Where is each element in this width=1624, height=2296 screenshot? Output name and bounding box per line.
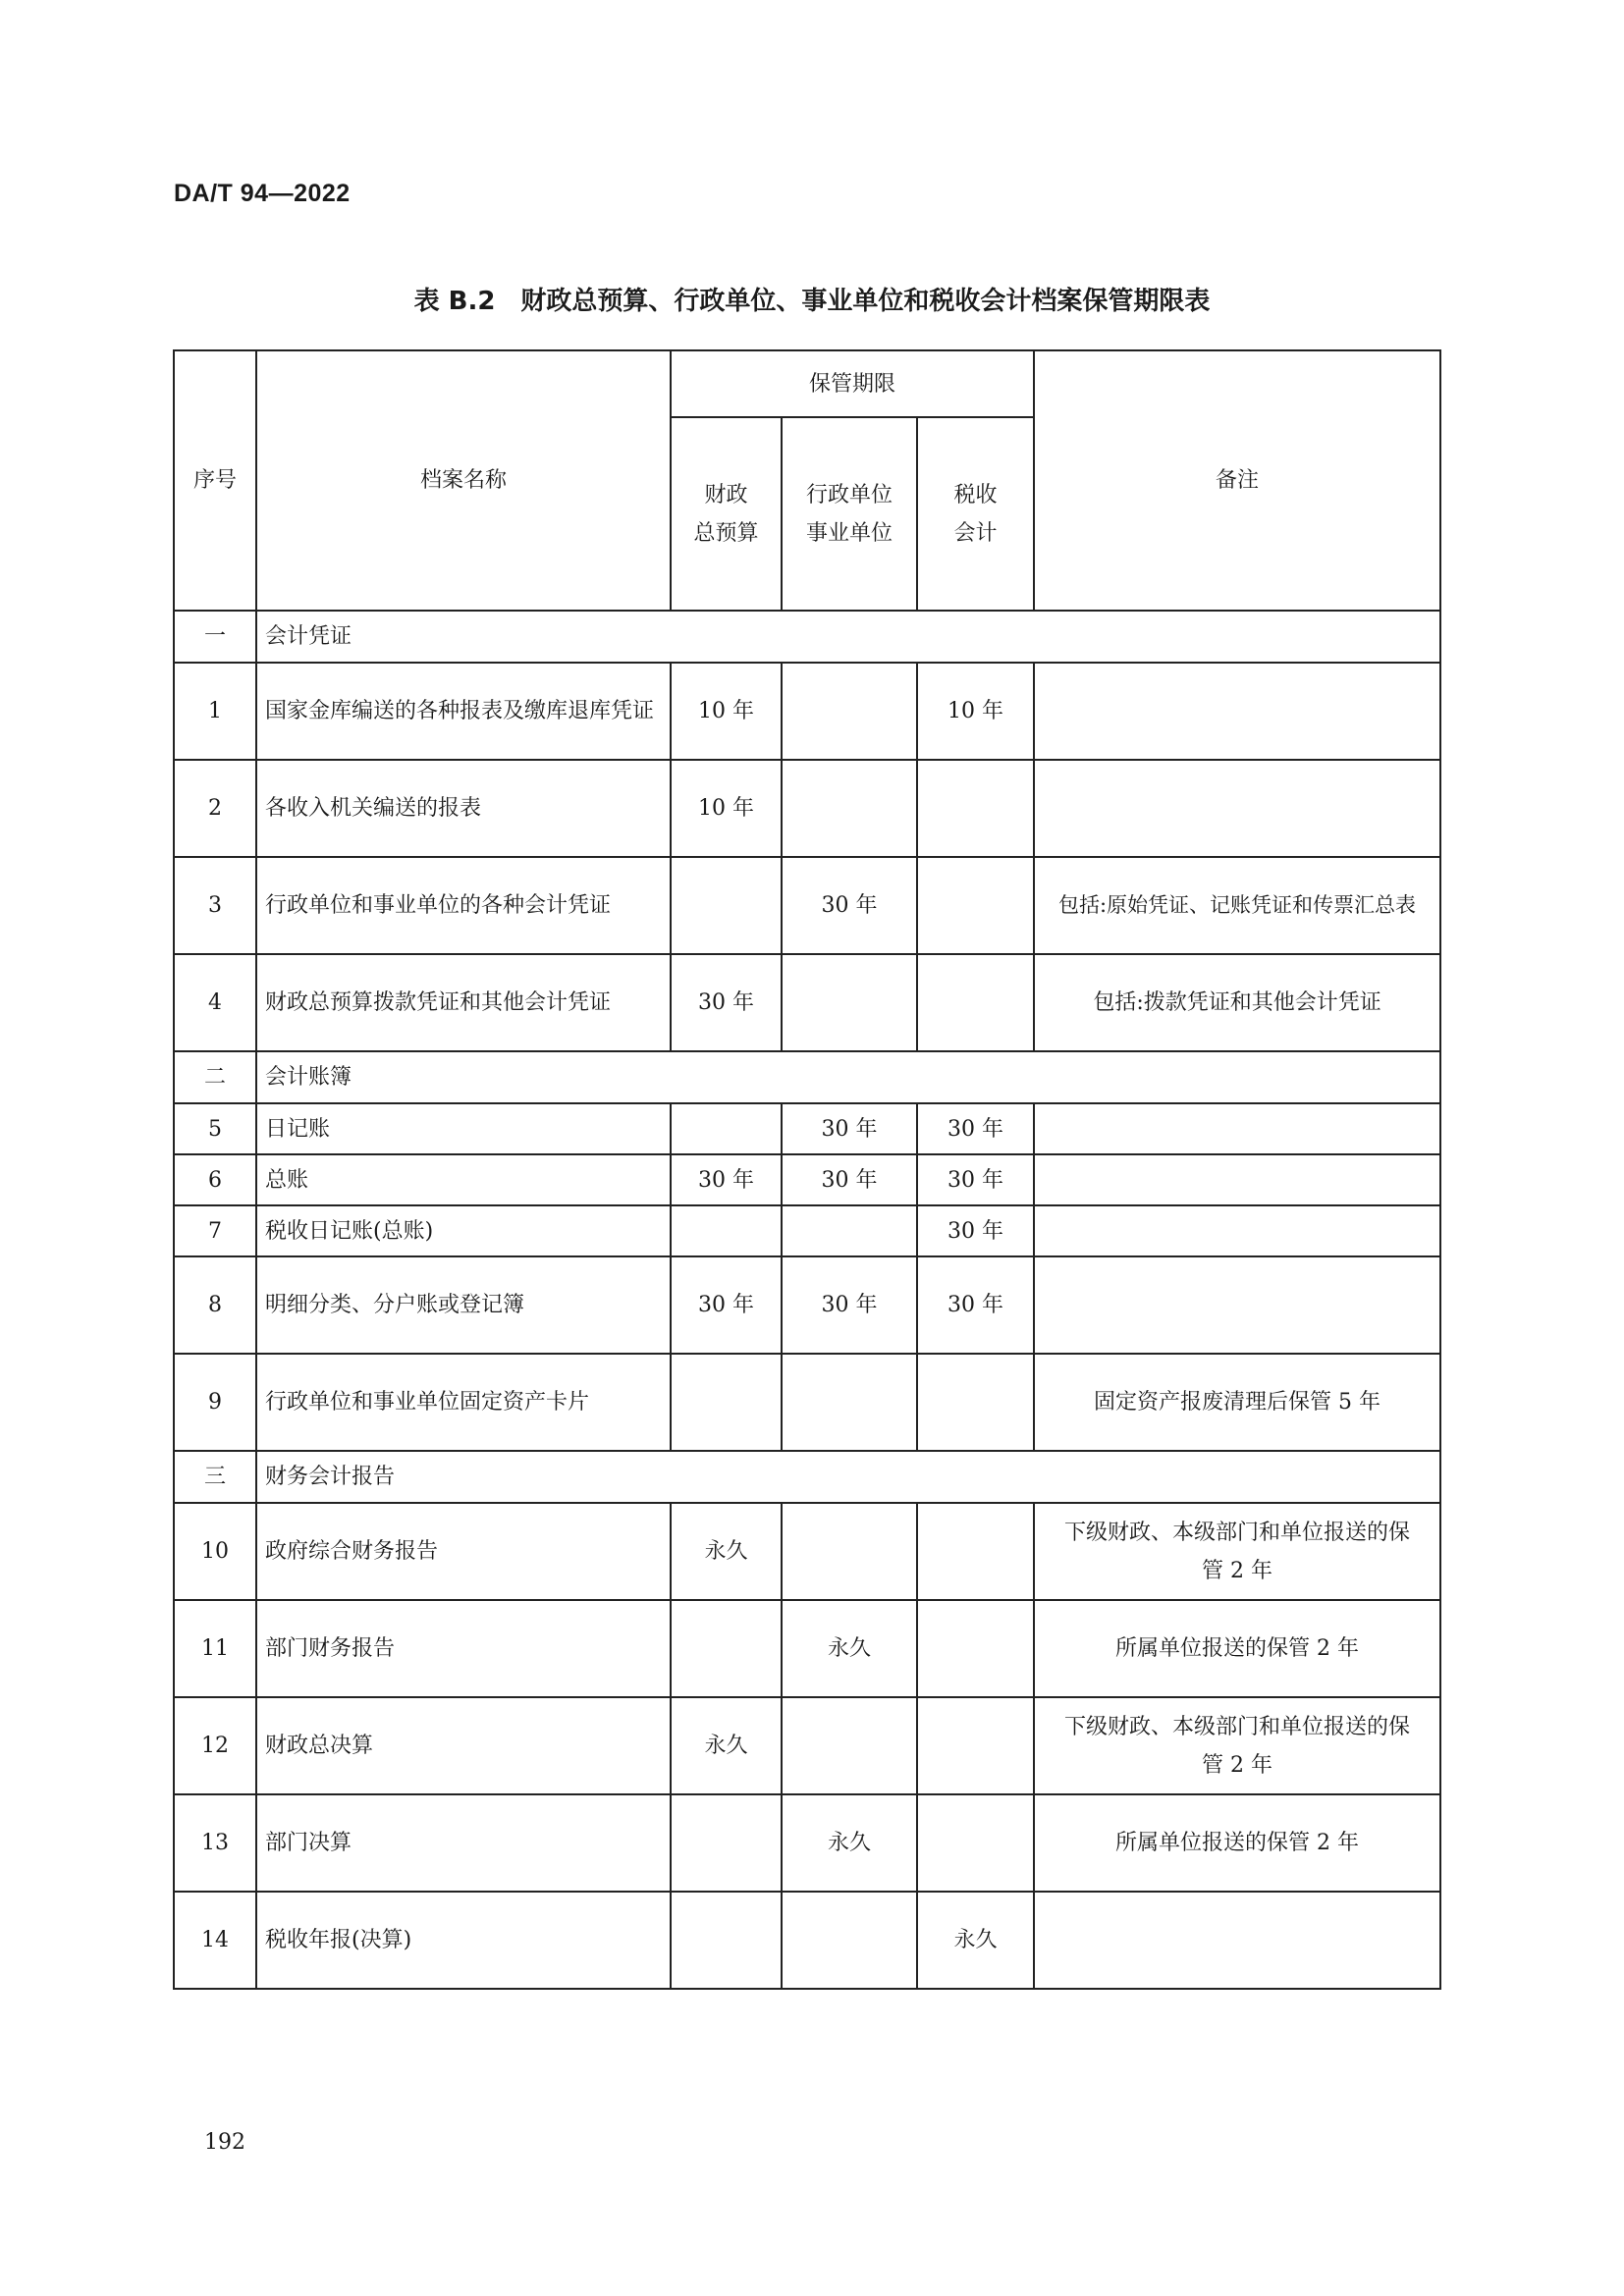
table-row [174, 760, 1440, 857]
row-remark [1034, 1256, 1440, 1354]
row-remark: 所属单位报送的保管 2 年 [1034, 1794, 1440, 1892]
table-row [174, 1794, 1440, 1892]
row-seq: 8 [174, 1256, 256, 1354]
row-name: 财政总预算拨款凭证和其他会计凭证 [256, 954, 671, 1051]
row-remark: 所属单位报送的保管 2 年 [1034, 1600, 1440, 1697]
row-tax: 30 年 [917, 1256, 1034, 1354]
table-row [174, 1354, 1440, 1451]
row-seq: 9 [174, 1354, 256, 1451]
table-row [174, 1600, 1440, 1697]
row-tax: 30 年 [917, 1154, 1034, 1205]
retention-period-table [173, 349, 1441, 1990]
row-fiscal: 30 年 [671, 1256, 782, 1354]
header-fiscal: 财政 总预算 [671, 417, 782, 611]
row-tax [917, 857, 1034, 954]
row-seq: 2 [174, 760, 256, 857]
row-fiscal: 30 年 [671, 954, 782, 1051]
table-row [174, 857, 1440, 954]
row-tax [917, 954, 1034, 1051]
row-tax [917, 1697, 1034, 1794]
table-title: 表 B.2 财政总预算、行政单位、事业单位和税收会计档案保管期限表 [413, 287, 1211, 316]
table-row [174, 663, 1440, 760]
row-remark: 下级财政、本级部门和单位报送的保管 2 年 [1034, 1697, 1440, 1794]
row-tax: 10 年 [917, 663, 1034, 760]
row-fiscal [671, 1205, 782, 1256]
table-row [174, 1256, 1440, 1354]
row-admin: 30 年 [782, 1154, 917, 1205]
section-title: 财务会计报告 [256, 1451, 1440, 1503]
table-row [174, 954, 1440, 1051]
row-name: 国家金库编送的各种报表及缴库退库凭证 [256, 663, 671, 760]
row-name: 财政总决算 [256, 1697, 671, 1794]
row-admin: 30 年 [782, 1103, 917, 1154]
row-fiscal: 30 年 [671, 1154, 782, 1205]
row-tax [917, 1354, 1034, 1451]
row-admin: 永久 [782, 1600, 917, 1697]
row-name: 部门决算 [256, 1794, 671, 1892]
row-admin: 30 年 [782, 1256, 917, 1354]
row-name: 日记账 [256, 1103, 671, 1154]
row-seq: 14 [174, 1892, 256, 1989]
row-seq: 10 [174, 1503, 256, 1600]
row-name: 各收入机关编送的报表 [256, 760, 671, 857]
table-row [174, 1697, 1440, 1794]
row-remark [1034, 1154, 1440, 1205]
header-period-group: 保管期限 [671, 350, 1034, 417]
row-seq: 6 [174, 1154, 256, 1205]
row-admin: 30 年 [782, 857, 917, 954]
row-admin [782, 1205, 917, 1256]
row-admin: 永久 [782, 1794, 917, 1892]
page-number: 192 [204, 2130, 245, 2155]
row-name: 政府综合财务报告 [256, 1503, 671, 1600]
row-remark [1034, 760, 1440, 857]
header-name: 档案名称 [256, 350, 671, 611]
row-name: 总账 [256, 1154, 671, 1205]
row-tax: 30 年 [917, 1103, 1034, 1154]
row-remark [1034, 1103, 1440, 1154]
section-seq: 二 [174, 1051, 256, 1103]
row-remark [1034, 1205, 1440, 1256]
row-name: 行政单位和事业单位的各种会计凭证 [256, 857, 671, 954]
row-name: 税收日记账(总账) [256, 1205, 671, 1256]
row-seq: 12 [174, 1697, 256, 1794]
header-seq: 序号 [174, 350, 256, 611]
row-name: 行政单位和事业单位固定资产卡片 [256, 1354, 671, 1451]
row-seq: 4 [174, 954, 256, 1051]
row-name: 税收年报(决算) [256, 1892, 671, 1989]
row-fiscal: 10 年 [671, 663, 782, 760]
section-seq: 三 [174, 1451, 256, 1503]
row-fiscal [671, 1103, 782, 1154]
row-fiscal [671, 1600, 782, 1697]
section-title: 会计凭证 [256, 611, 1440, 663]
table-row [174, 1503, 1440, 1600]
row-seq: 11 [174, 1600, 256, 1697]
section-row [174, 1051, 1440, 1103]
row-tax: 30 年 [917, 1205, 1034, 1256]
section-row [174, 1451, 1440, 1503]
row-admin [782, 1892, 917, 1989]
row-remark [1034, 1892, 1440, 1989]
row-tax [917, 1503, 1034, 1600]
header-admin: 行政单位 事业单位 [782, 417, 917, 611]
table-row [174, 1103, 1440, 1154]
row-seq: 13 [174, 1794, 256, 1892]
row-name: 明细分类、分户账或登记簿 [256, 1256, 671, 1354]
row-fiscal: 永久 [671, 1697, 782, 1794]
row-tax [917, 1600, 1034, 1697]
row-tax [917, 1794, 1034, 1892]
row-fiscal [671, 1794, 782, 1892]
row-remark: 固定资产报废清理后保管 5 年 [1034, 1354, 1440, 1451]
row-admin [782, 760, 917, 857]
row-name: 部门财务报告 [256, 1600, 671, 1697]
row-fiscal: 10 年 [671, 760, 782, 857]
row-remark: 包括:原始凭证、记账凭证和传票汇总表 [1034, 857, 1440, 954]
row-seq: 3 [174, 857, 256, 954]
row-remark: 下级财政、本级部门和单位报送的保管 2 年 [1034, 1503, 1440, 1600]
row-seq: 5 [174, 1103, 256, 1154]
section-seq: 一 [174, 611, 256, 663]
table-row [174, 1154, 1440, 1205]
row-remark: 包括:拨款凭证和其他会计凭证 [1034, 954, 1440, 1051]
row-admin [782, 1503, 917, 1600]
row-tax: 永久 [917, 1892, 1034, 1989]
row-fiscal [671, 1892, 782, 1989]
section-title: 会计账簿 [256, 1051, 1440, 1103]
row-seq: 7 [174, 1205, 256, 1256]
row-fiscal [671, 1354, 782, 1451]
row-admin [782, 1697, 917, 1794]
row-admin [782, 1354, 917, 1451]
row-seq: 1 [174, 663, 256, 760]
row-remark [1034, 663, 1440, 760]
row-admin [782, 954, 917, 1051]
row-fiscal [671, 857, 782, 954]
standard-code: DA/T 94—2022 [174, 180, 351, 207]
row-admin [782, 663, 917, 760]
row-tax [917, 760, 1034, 857]
header-remarks: 备注 [1034, 350, 1440, 611]
section-row [174, 611, 1440, 663]
row-fiscal: 永久 [671, 1503, 782, 1600]
table-row [174, 1892, 1440, 1989]
table-row [174, 1205, 1440, 1256]
header-tax: 税收 会计 [917, 417, 1034, 611]
